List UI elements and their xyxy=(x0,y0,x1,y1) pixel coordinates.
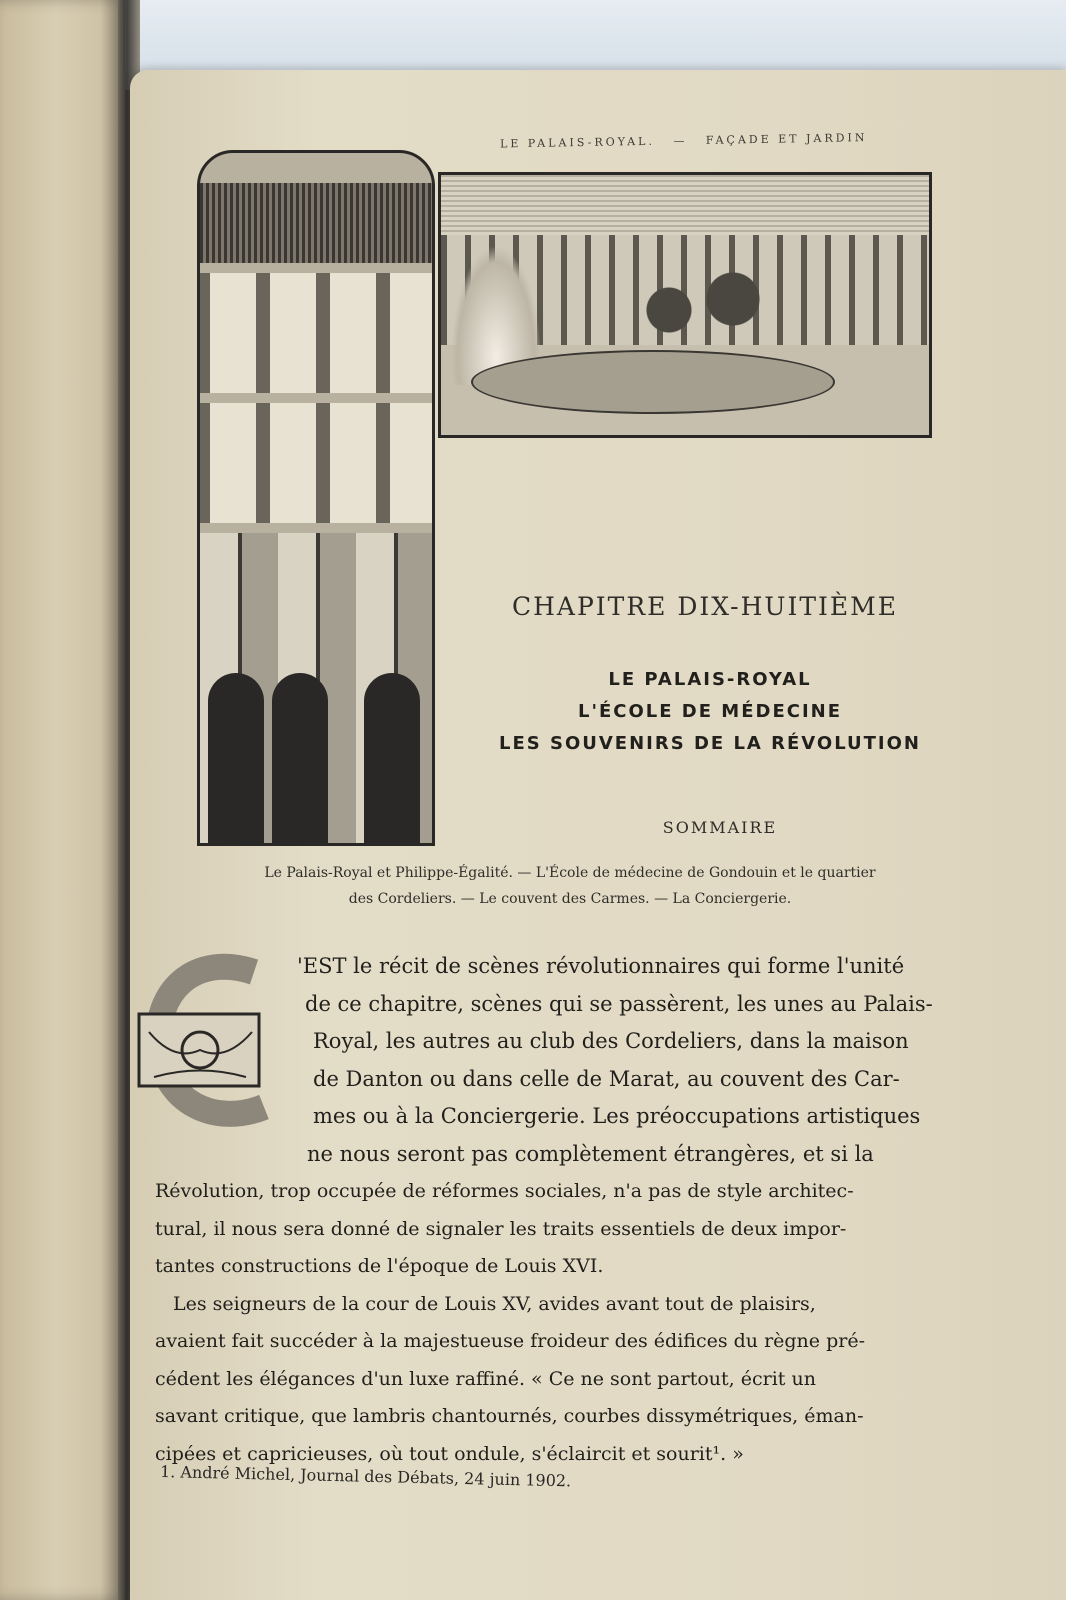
left-page-edge xyxy=(0,0,125,1600)
body-line: tantes constructions de l'époque de Louis XVI. xyxy=(155,1255,604,1277)
subtitle-line: L'ÉCOLE DE MÉDECINE xyxy=(577,701,843,722)
body-text xyxy=(155,948,975,1473)
footnote: 1. André Michel, Journal des Débats, 24 juin 1902. xyxy=(159,1462,572,1491)
dropcap-letter xyxy=(134,952,135,953)
body-line: Les seigneurs de la cour de Louis XV, avides avant tout de plaisirs, xyxy=(173,1292,816,1315)
body-line: Royal, les autres au club des Cordeliers, dans la maison xyxy=(313,1029,909,1053)
subtitle-line: LE PALAIS-ROYAL xyxy=(608,669,812,690)
illustration-garden-trees xyxy=(621,255,781,365)
body-line: savant critique, que lambris chantournés, courbes dissymétriques, éman- xyxy=(155,1405,864,1427)
subtitle-line: LES SOUVENIRS DE LA RÉVOLUTION xyxy=(499,733,921,754)
body-line: 'EST le récit de scènes révolutionnaires qui forme l'unité xyxy=(297,954,905,978)
illustration-floor xyxy=(200,403,432,523)
illustration-facade xyxy=(197,150,435,846)
body-line: avaient fait succéder à la majestueuse froideur des édifices du règne pré- xyxy=(155,1330,865,1352)
sommaire-heading: SOMMAIRE xyxy=(662,818,778,837)
body-line: tural, il nous sera donné de signaler les traits essentiels de deux impor- xyxy=(155,1217,847,1240)
body-line: de Danton ou dans celle de Marat, au couvent des Car- xyxy=(313,1066,900,1091)
illustration-arch xyxy=(272,673,328,843)
illustration-floor xyxy=(200,273,432,393)
chapter-title: CHAPITRE DIX-HUITIÈME xyxy=(511,592,899,621)
illustration-garden xyxy=(438,172,932,438)
illustration-basin xyxy=(471,350,835,414)
body-line: Révolution, trop occupée de réformes sociales, n'a pas de style architec- xyxy=(155,1180,854,1202)
illustration-arch xyxy=(364,673,420,843)
running-head-part: LE PALAIS-ROYAL. xyxy=(499,134,655,151)
illustration-roof xyxy=(200,183,432,263)
body-line: mes ou à la Conciergerie. Les préoccupations artistiques xyxy=(313,1104,921,1128)
sommaire-text xyxy=(170,860,970,912)
chapter-subtitles xyxy=(455,664,965,760)
sommaire-line: Le Palais-Royal et Philippe-Égalité. — L'École de médecine de Gondouin et le quartier xyxy=(264,865,876,881)
sommaire-line: des Cordeliers. — Le couvent des Carmes. — La Conciergerie. xyxy=(348,891,792,907)
running-head-dash: — xyxy=(673,134,688,148)
illustration-arch xyxy=(208,673,264,843)
running-head-part: FAÇADE ET JARDIN xyxy=(705,131,868,147)
body-line: ne nous seront pas complètement étrangères, et si la xyxy=(307,1141,874,1166)
body-line: cédent les élégances d'un luxe raffiné. « Ce ne sont partout, écrit un xyxy=(155,1367,816,1390)
body-line: de ce chapitre, scènes qui se passèrent, les unes au Palais- xyxy=(305,991,933,1016)
body-line: cipées et capricieuses, où tout ondule, s'éclaircit et sourit¹. » xyxy=(155,1442,744,1465)
